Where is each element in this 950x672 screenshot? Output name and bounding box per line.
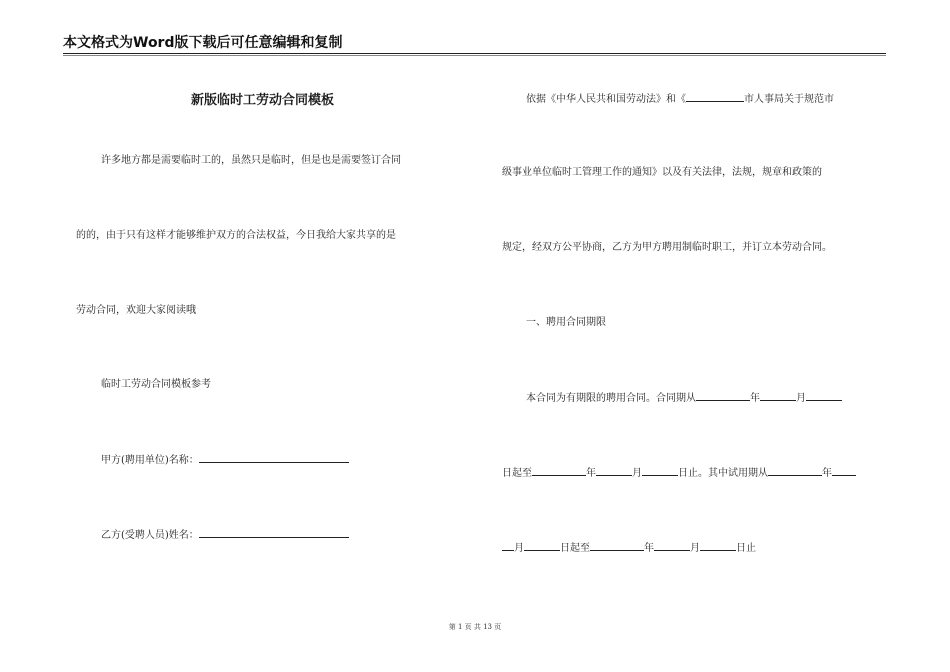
party-b-label: 乙方(受聘人员)姓名： (101, 530, 199, 541)
header-rule-thick (63, 53, 886, 54)
start-day-blank (806, 391, 842, 401)
intro-paragraph-line-3: 劳动合同，欢迎大家阅读哦 (76, 305, 196, 316)
from-day-until-text: 日起至 (502, 468, 532, 479)
header-rule-thin (63, 55, 886, 56)
basis-line-1-end: 市人事局关于规范市 (744, 94, 834, 105)
end-day-blank (642, 466, 678, 476)
year-label: 年 (586, 468, 596, 479)
party-a-name-blank (199, 453, 349, 463)
party-a-label: 甲方(聘用单位)名称： (101, 455, 199, 466)
probation-from-text: 日止。其中试用期从 (678, 468, 768, 479)
start-month-blank (760, 391, 796, 401)
basis-line-2: 级事业单位临时工管理工作的通知》以及有关法律，法规，规章和政策的 (502, 167, 822, 178)
year-label: 年 (644, 543, 654, 554)
end-month-blank (596, 466, 632, 476)
probation-start-month-blank (832, 466, 856, 476)
party-b-name-blank (199, 528, 349, 538)
basis-line-3: 规定，经双方公平协商，乙方为甲方聘用制临时职工，并订立本劳动合同。 (502, 242, 832, 253)
basis-line-1-start: 依据《中华人民共和国劳动法》和《 (526, 94, 686, 105)
contract-term-text: 本合同为有期限的聘用合同。合同期从 (526, 393, 696, 404)
contract-term-line-3 (502, 541, 756, 556)
probation-month-continued-blank (502, 541, 514, 551)
end-day-text: 日止 (736, 543, 756, 554)
basis-line-1 (526, 92, 834, 107)
probation-end-month-blank (654, 541, 690, 551)
contract-term-line-1 (526, 391, 842, 406)
probation-start-year-blank (768, 466, 822, 476)
probation-start-day-blank (524, 541, 560, 551)
section-heading-contract-term: 一、聘用合同期限 (526, 317, 606, 328)
subtitle-template-reference: 临时工劳动合同模板参考 (101, 379, 211, 390)
document-title: 新版临时工劳动合同模板 (190, 93, 334, 108)
document-header: 本文格式为Word版下载后可任意编辑和复制 (63, 35, 343, 51)
probation-end-day-blank (700, 541, 736, 551)
year-label: 年 (750, 393, 760, 404)
month-label: 月 (690, 543, 700, 554)
page-number-footer: 第 1 页 共 13 页 (448, 623, 502, 631)
probation-end-year-blank (590, 541, 644, 551)
party-a-row (101, 453, 349, 468)
month-label: 月 (514, 543, 524, 554)
from-day-until-text: 日起至 (560, 543, 590, 554)
contract-term-line-2 (502, 466, 856, 481)
intro-paragraph-line-2: 的的，由于只有这样才能够维护双方的合法权益，今日我给大家共享的是 (76, 230, 396, 241)
intro-paragraph-line-1: 许多地方都是需要临时工的，虽然只是临时，但是也是需要签订合同 (101, 155, 401, 166)
year-label: 年 (822, 468, 832, 479)
month-label: 月 (632, 468, 642, 479)
city-name-blank (686, 92, 744, 102)
end-year-blank (532, 466, 586, 476)
start-year-blank (696, 391, 750, 401)
party-b-row (101, 528, 349, 543)
month-label: 月 (796, 393, 806, 404)
